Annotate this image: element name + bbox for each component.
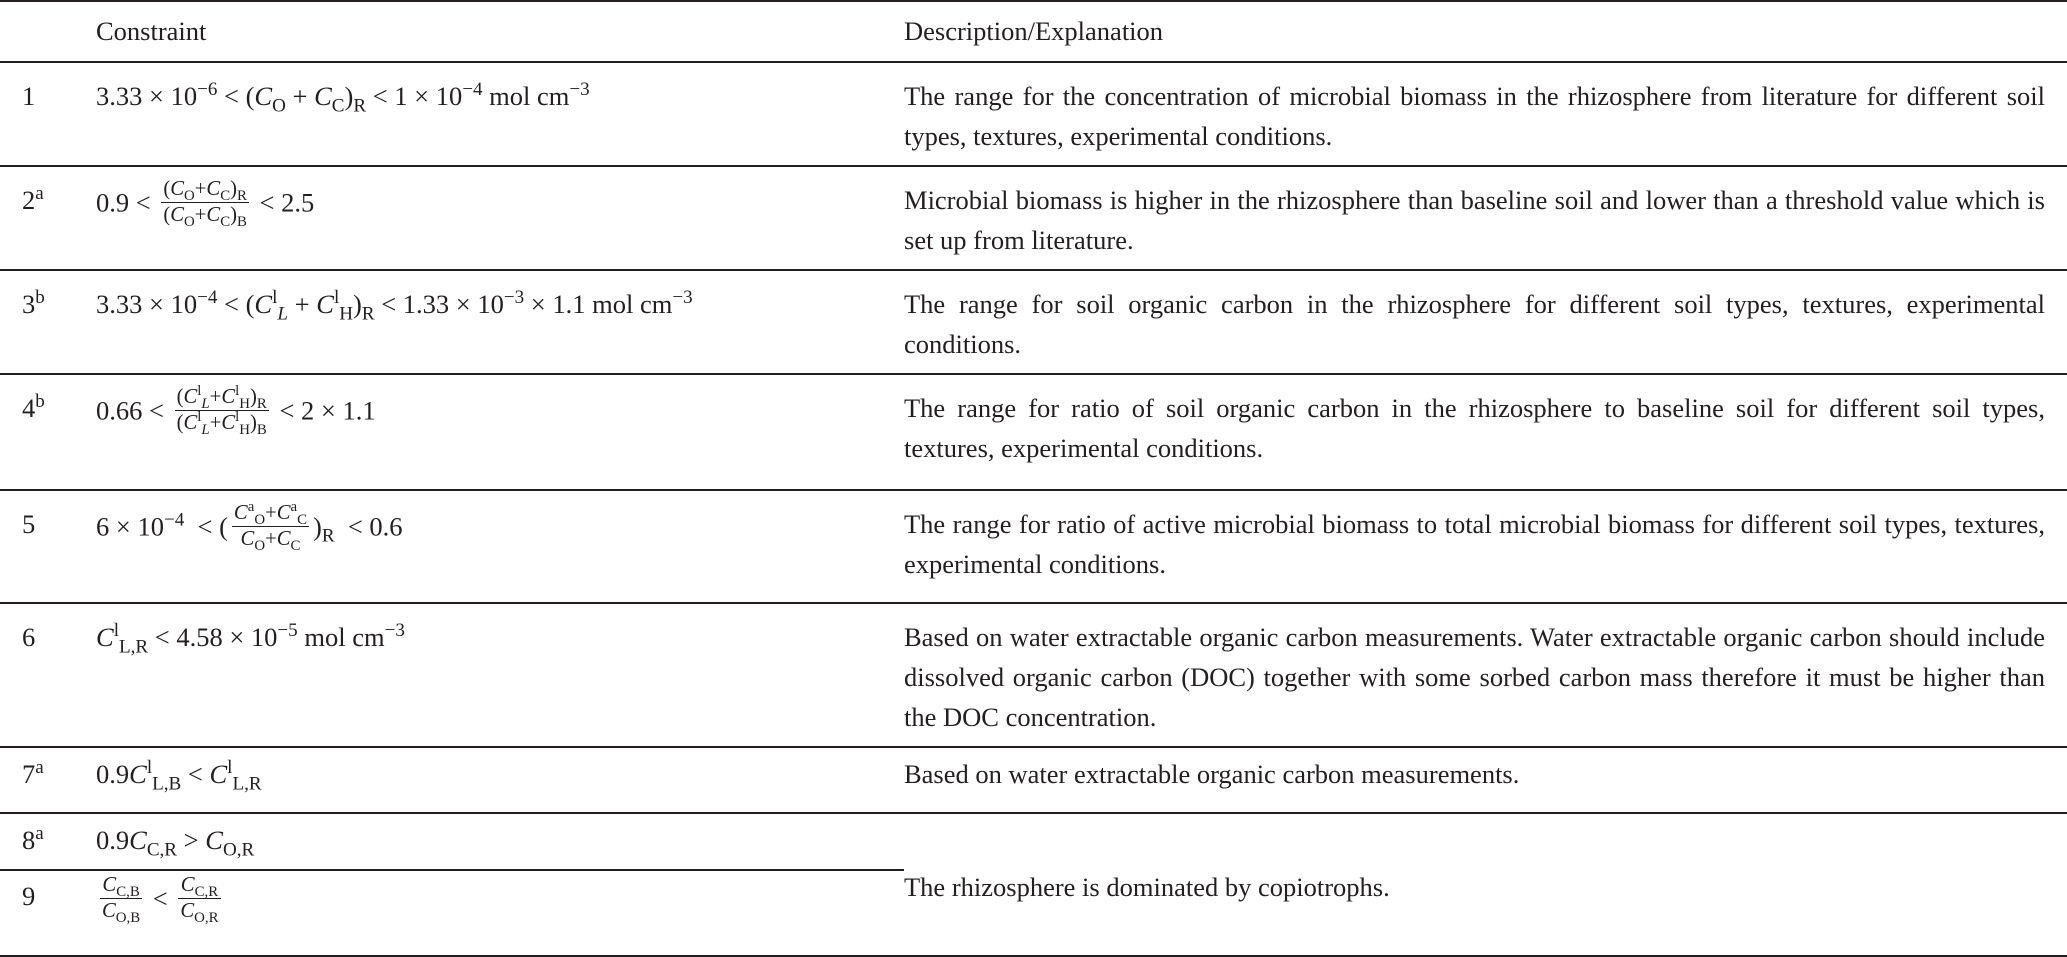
constraint-formula: 0.66 < $\frac{(C^l_L+C^l_H)_R}{(C^l_L+C^l_H)_B}$ < 2 × 1.1	[96, 383, 376, 438]
constraint-formula: $3.33 \times 10^{-4} < (C^l_L + C^l_H)_R < 1.33 \times 10^{-3} \times 1.1$ mol $cm^{-3}$	[96, 287, 693, 325]
constraint-description: Based on water extractable organic carbon measurements. Water extractable organic carbon should include dissolved organic carbon (DOC) together with some sorbed carbon mass therefore it must be higher than the DOC concentration.	[904, 622, 2045, 732]
constraint-description: Microbial biomass is higher in the rhizosphere than baseline soil and lower than a threshold value which is set up from literature.	[904, 185, 2045, 255]
table-header	[0, 1, 2067, 62]
row-number: 8$^a$	[0, 813, 96, 870]
constraint-description: The rhizosphere is dominated by copiotrophs.	[904, 813, 2067, 956]
row-number: 6	[22, 622, 36, 652]
constraint-formula: $0.9C_{C,R} > C_{O,R}$	[96, 813, 904, 870]
constraint-description: The range for soil organic carbon in the rhizosphere for different soil types, textures, experimental conditions.	[904, 289, 2045, 359]
constraint-description: The range for ratio of soil organic carbon in the rhizosphere to baseline soil for different soil types, textures, experimental conditions.	[904, 393, 2045, 463]
row-number: 5	[22, 509, 36, 539]
header-description: Description/Explanation	[904, 1, 2067, 62]
header-constraint: Constraint	[96, 1, 904, 62]
table-row	[0, 490, 2067, 603]
table-row	[0, 374, 2067, 490]
table-row	[0, 603, 2067, 747]
table-row	[0, 166, 2067, 270]
table-row	[0, 747, 2067, 813]
constraint-formula: $C^l_{L,R} < 4.58 \times 10^{-5}$ mol $cm^{-3}$	[96, 620, 405, 658]
row-number: 1	[22, 81, 36, 111]
constraint-formula: $3.33 \times 10^{-6} < (C_O + C_C)_R < 1 \times 10^{-4}$ mol $cm^{-3}$	[96, 79, 590, 117]
header-number	[0, 1, 96, 62]
table-row	[0, 270, 2067, 374]
constraint-formula: $0.9C^l_{L,B} < C^l_{L,R}$	[96, 757, 262, 795]
row-number: 2$^a$	[22, 183, 44, 215]
row-number: 7$^a$	[22, 757, 44, 789]
row-number: 4$^b$	[22, 391, 45, 423]
constraint-description: Based on water extractable organic carbon measurements.	[904, 759, 1520, 789]
table-row	[0, 62, 2067, 166]
row-number: 9	[0, 870, 96, 956]
constraint-formula: 0.9 < $\frac{(C_O+C_C)_R}{(C_O+C_C)_B}$ < 2.5	[96, 178, 315, 230]
constraint-formula: $\frac{C_{C,B}}{C_{O,B}}$ < $\frac{C_{C,R}}{C_{O,R}}$	[96, 870, 904, 956]
constraint-description: The range for ratio of active microbial biomass to total microbial biomass for different soil types, textures, experimental conditions.	[904, 509, 2045, 579]
constraint-formula: $6 \times 10^{-4}$ < ( $\frac{C^a_O+C^a_C}{C_O+C_C}$ )$_R < 0.6$	[96, 499, 403, 554]
row-number: 3$^b$	[22, 287, 45, 319]
table-row	[0, 813, 2067, 870]
constraint-description: The range for the concentration of microbial biomass in the rhizosphere from literature for different soil types, textures, experimental conditions.	[904, 81, 2045, 151]
